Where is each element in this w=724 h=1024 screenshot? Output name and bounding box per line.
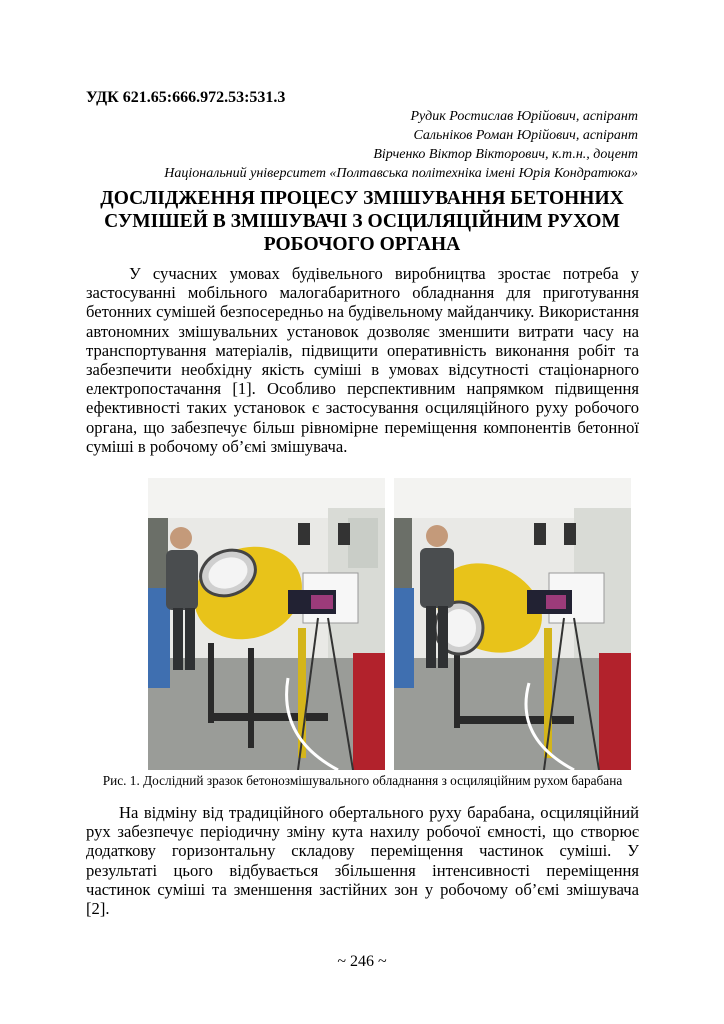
- author-block: [164, 107, 638, 183]
- paragraph-intro: У сучасних умовах будівельного виробництва зростає потреба у застосуванні мобільного малогабаритного обладнання для приготування бетонних сумішей безпосередньо на будівельному майданчику. Використання автономних змішувальних установок дозволяє зменшити витрати часу на транспортування матеріалів, підвищити оперативність виконання робіт та забезпечити необхідну якість суміші в умовах відсутності стаціонарного електропостачання [1]. Особливо перспективним напрямком підвищення ефективності таких установок є застосування осциляційного руху робочого органа, що забезпечує більш рівномірне переміщення компонентів бетонної суміші в робочому об’ємі змішувача.: [86, 264, 639, 456]
- author-2: Сальніков Роман Юрійович, аспірант: [413, 128, 638, 143]
- affiliation: Національний університет «Полтавська політехніка імені Юрія Кондратюка»: [164, 166, 638, 181]
- paragraph-oscillation: На відміну від традиційного обертального руху барабана, осциляційний рух забезпечує періодичну зміну кута нахилу робочої ємності, що створює додаткову горизонтальну складову переміщення частинок суміші. У результаті цього відбувається збільшення інтенсивності переміщення частинок суміші та зменшення застійних зон у робочому об’ємі змішувача [2].: [86, 803, 639, 919]
- figure-caption: Рис. 1. Дослідний зразок бетонозмішувального обладнання з осциляційним рухом барабана: [102, 773, 623, 788]
- mixer-photo-left: [148, 478, 385, 770]
- mixer-photo-right: [394, 478, 631, 770]
- author-1: Рудик Ростислав Юрійович, аспірант: [410, 109, 638, 124]
- udk-code: УДК 621.65:666.972.53:531.3: [86, 89, 286, 106]
- page-number: ~ 246 ~: [337, 953, 387, 970]
- author-3: Вірченко Віктор Вікторович, к.т.н., доцент: [373, 147, 638, 162]
- article-title: ДОСЛІДЖЕННЯ ПРОЦЕСУ ЗМІШУВАННЯ БЕТОННИХ СУМІШЕЙ В ЗМІШУВАЧІ З ОСЦИЛЯЦІЙНИМ РУХОМ РОБОЧОГО ОРГАНА: [100, 188, 624, 255]
